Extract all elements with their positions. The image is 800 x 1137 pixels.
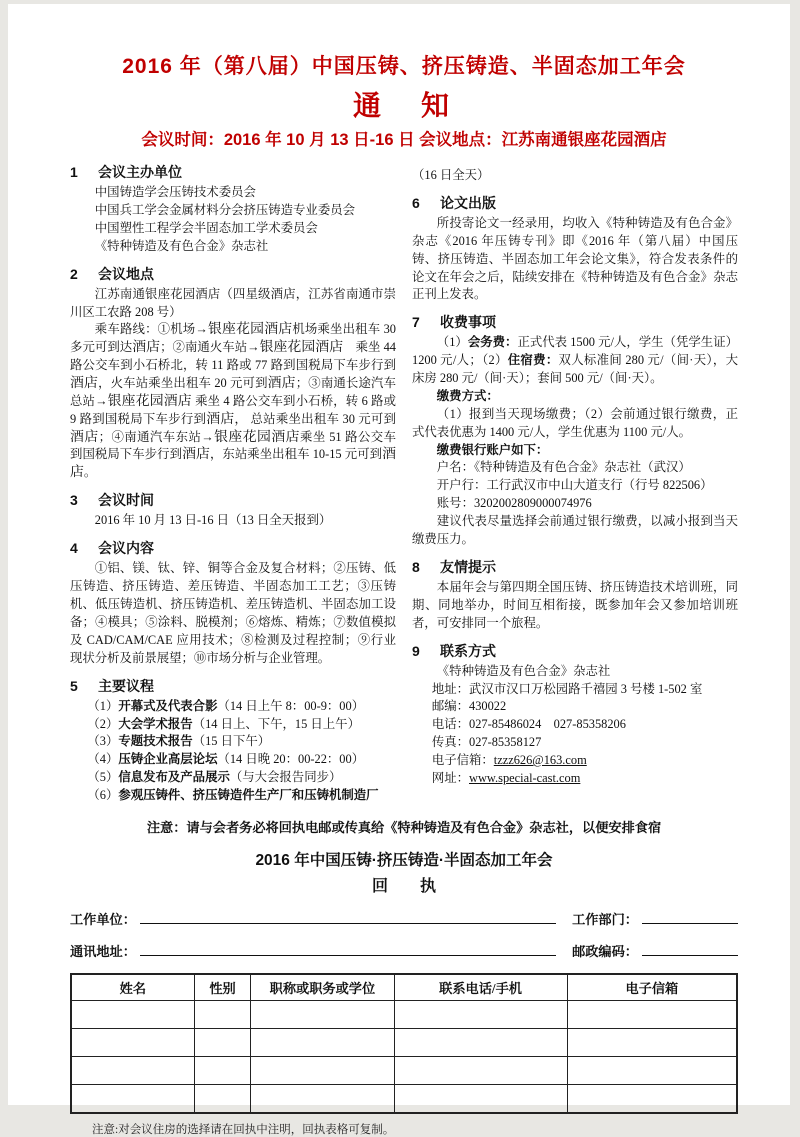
text-segment: （5） (87, 770, 119, 785)
reply-table (70, 973, 738, 1114)
reply-form-subtitle: 回 执 (371, 877, 436, 895)
text-segment: （6） (87, 787, 119, 802)
hotel-name-emphasis: 银座花园酒店 (107, 392, 192, 409)
section-heading-publication (412, 193, 738, 213)
bold-text-segment: 压铸企业高层论坛 (118, 752, 218, 767)
contact-address-line: 地址：武汉市汉口万松园路千禧园 3 号楼 1-502 室 (431, 681, 703, 696)
hotel-name-emphasis: 酒店 (70, 375, 99, 392)
text-segment: ；③南通长途汽车总站→ (70, 376, 396, 408)
agenda-item (87, 787, 396, 805)
section-heading-time (70, 490, 396, 510)
text-segment: 乘坐 44 路公交车到小石桥北，转 11 路或 77 路到国税局下车步行到 (70, 340, 396, 373)
text-segment: 正式代表 1500 元/人，学生（凭学生证）1200 元/人；（2） (412, 335, 738, 368)
fees-paragraph (412, 334, 738, 388)
section-number: 7 (412, 314, 420, 331)
hotel-name-emphasis: 酒店 (70, 428, 99, 445)
section-title: 友情提示 (440, 558, 496, 575)
hotel-name-emphasis: 银座花园酒店 (259, 339, 344, 356)
payment-method-label: 缴费方式： (436, 389, 499, 404)
reply-table-empty-cell (567, 1084, 737, 1113)
hotel-name-emphasis: 酒店 (267, 375, 296, 392)
organizer-line: 中国塑性工程学会半固态加工学术委员会 (94, 220, 318, 235)
text-segment: 机场乘坐出租车 30 多元可到达 (70, 322, 396, 355)
section-title: 会议主办单位 (98, 164, 182, 180)
section-number: 5 (70, 677, 78, 694)
bold-text-segment: 参观压铸件、挤压铸造件生产厂和压铸机制造厂 (118, 787, 379, 802)
contact-fax-line: 传真：027-85358127 (431, 735, 542, 750)
reply-table-empty-cell (194, 1084, 251, 1113)
reply-table-empty-cell (194, 1056, 251, 1084)
reply-table-empty-cell (567, 1056, 737, 1084)
reply-table-row (71, 1084, 737, 1113)
reply-table-empty-cell (251, 1084, 394, 1113)
conference-title: 2016 年（第八届）中国压铸、挤压铸造、半固态加工年会 (122, 55, 686, 78)
venue-address-paragraph: 江苏南通银座花园酒店（四星级酒店，江苏省南通市崇川区工农路 208 号） (70, 286, 396, 319)
reply-table-header-cell: 电子信箱 (567, 974, 737, 1001)
text-segment: 双人标准间 280 元/（间·天），大床房 280 元/（间·天）；套间 500 元/（间·天）。 (412, 353, 738, 386)
reply-table-empty-cell (394, 1000, 567, 1028)
text-segment: （3） (87, 734, 119, 749)
reply-table-row (71, 1056, 737, 1084)
text-segment: ，火车站乘坐出租车 20 元可到 (98, 376, 268, 391)
text-segment: （15 日下午） (192, 734, 271, 749)
text-segment: （1） (87, 698, 119, 713)
text-segment: 乘车路线：①机场→ (94, 322, 208, 337)
section-title: 会议地点 (98, 265, 154, 282)
text-segment: 乘坐 4 路公交车到小石桥，转 6 路或 9 路到国税局下车步行到 (70, 393, 396, 426)
section-heading-fees (412, 312, 738, 332)
text-segment: 乘坐 51 路公交车到国税局下车步行到 (70, 429, 396, 462)
bold-text-segment: 专题技术报告 (118, 734, 193, 749)
text-segment: ；④南通汽车东站→ (98, 429, 214, 444)
reply-table-empty-cell (567, 1028, 737, 1056)
right-column (412, 162, 738, 805)
section-heading-venue (70, 264, 396, 284)
organizer-line: 中国铸造学会压铸技术委员会 (94, 185, 256, 200)
work-dept-label: 工作部门： (572, 911, 638, 927)
body-columns (70, 162, 738, 805)
reply-table-empty-cell (251, 1000, 394, 1028)
agenda-item (87, 698, 396, 716)
agenda-item-continuation: （16 日全天） (412, 168, 490, 182)
reply-table-row (71, 1028, 737, 1056)
hotel-name-emphasis: 酒店 (206, 410, 235, 427)
meeting-content-paragraph: ①铝、镁、钛、锌、铜等合金及复合材料；②压铸、低压铸造、挤压铸造、差压铸造、半固态加工工艺；③压铸机、低压铸造机、挤压铸造机、差压铸造机、半固态加工设备；④模具；⑤涂料、脱模剂；⑥熔炼、精炼；⑦数值模拟及 CAD/CAM/CAE 应用技术；⑧检测及过程控制；⑨行业现状分析及前景展望；⑩市场分析与企业管理。 (70, 561, 396, 665)
hotel-name-emphasis: 酒店 (182, 446, 210, 463)
reply-table-empty-cell (394, 1084, 567, 1113)
text-segment: 。 (83, 465, 97, 480)
organizer-line: 《特种铸造及有色合金》杂志社 (94, 238, 269, 253)
work-unit-row (70, 909, 738, 928)
website-label: 网址： (431, 770, 469, 785)
postcode-label: 邮政编码： (572, 943, 638, 959)
housing-note: 注意:对会议住房的选择请在回执中注明，回执表格可复制。 (92, 1123, 395, 1136)
agenda-item (87, 769, 396, 787)
publication-paragraph: 所投寄论文一经录用，均收入《特种铸造及有色合金》杂志《2016 年压铸专刊》即《2016 年（第八届）中国压铸、挤压铸造、半固态加工年会论文集》，符合发表条件的论文在年会之后，陆续安排在《特种铸造及有色合金》杂志正刊上发表。 (412, 216, 738, 302)
reply-table-header-cell: 职称或职务或学位 (251, 974, 394, 1001)
section-title: 会议时间 (98, 492, 154, 509)
friendly-tips-paragraph: 本届年会与第四期全国压铸、挤压铸造技术培训班，同期、同地举办，时间互相衔接，既参加年会又参加培训班者，可安排同一个旅程。 (412, 579, 738, 630)
payment-method-paragraph: （1）报到当天现场缴费；（2）会前通过银行缴费，正式代表优惠为 1400 元/人，学生优惠为 1100 元/人。 (412, 406, 738, 439)
agenda-item (87, 716, 396, 734)
contact-email-line (432, 752, 738, 770)
reply-table-head (71, 974, 737, 1001)
work-unit-blank-line (140, 921, 556, 924)
meeting-time-place-line: 会议时间：2016 年 10 月 13 日-16 日 会议地点：江苏南通银座花园酒店 (141, 131, 667, 149)
reply-table-empty-cell (394, 1028, 567, 1056)
section-number: 3 (70, 492, 78, 509)
payment-advice-paragraph: 建议代表尽量选择会前通过银行缴费，以减小报到当天缴费压力。 (412, 514, 738, 546)
work-unit-label: 工作单位： (70, 911, 136, 927)
section-number: 1 (70, 164, 78, 180)
text-segment: （1） (436, 335, 468, 350)
text-segment: （14 日晚 20：00-22：00） (217, 752, 365, 767)
reply-table-empty-cell (71, 1000, 194, 1028)
email-label: 电子信箱： (431, 752, 494, 767)
section-title: 收费事项 (440, 314, 496, 331)
section-title: 论文出版 (440, 194, 496, 211)
hotel-name-emphasis: 银座花园酒店 (207, 321, 293, 338)
transport-routes-paragraph (70, 321, 396, 482)
work-dept-blank-line (642, 921, 738, 924)
section-number: 9 (412, 642, 420, 659)
hotel-name-emphasis: 银座花园酒店 (213, 428, 300, 445)
section-number: 8 (412, 558, 420, 575)
email-link[interactable]: tzzz626@163.com (493, 752, 587, 767)
section-title: 联系方式 (440, 642, 496, 659)
reply-form-section (70, 817, 738, 1137)
website-link[interactable]: www.special-cast.com (469, 770, 581, 785)
section-heading-contact (412, 641, 738, 661)
reply-table-header-cell: 性别 (194, 974, 251, 1001)
reply-table-row (71, 1000, 737, 1028)
bold-text-segment: 信息发布及产品展示 (118, 770, 230, 785)
reply-table-empty-cell (71, 1084, 194, 1113)
address-label: 通讯地址： (70, 943, 136, 959)
bold-text-segment: 大会学术报告 (118, 716, 193, 731)
reply-table-empty-cell (71, 1028, 194, 1056)
section-heading-content (70, 538, 396, 558)
text-segment: ；②南通火车站→ (160, 340, 260, 355)
bold-text-segment: 住宿费： (507, 353, 559, 368)
reply-table-empty-cell (394, 1056, 567, 1084)
reply-table-empty-cell (71, 1056, 194, 1084)
postcode-blank-line (642, 953, 738, 956)
section-heading-organizers (70, 162, 396, 182)
section-number: 4 (70, 540, 78, 557)
section-number: 6 (412, 194, 420, 211)
section-heading-tips (412, 557, 738, 577)
hotel-name-emphasis: 酒店 (70, 446, 396, 481)
reply-table-empty-cell (567, 1000, 737, 1028)
left-column (70, 162, 396, 805)
reply-table-empty-cell (251, 1028, 394, 1056)
bank-account-label: 缴费银行账户如下： (436, 442, 549, 457)
contact-phone-line: 电话：027-85486024 027-85358206 (431, 717, 626, 732)
agenda-item (87, 751, 396, 769)
reply-table-body (71, 1000, 737, 1113)
meeting-time-paragraph: 2016 年 10 月 13 日-16 日（13 日全天报到） (94, 513, 332, 528)
text-segment: （与大会报告同步） (229, 770, 342, 785)
address-blank-line (140, 953, 556, 956)
bank-account-name-line: 户名：《特种铸造及有色合金》杂志社（武汉） (436, 460, 691, 475)
contact-postcode-line: 邮编：430022 (431, 699, 507, 714)
text-segment: （2） (87, 716, 119, 731)
section-title: 会议内容 (98, 540, 154, 557)
bank-account-number-line: 账号：3202002809000074976 (436, 496, 592, 511)
reply-table-header-cell: 联系电话/手机 (394, 974, 567, 1001)
address-row (70, 941, 738, 960)
text-segment: （14 日上、下午，15 日上午） (192, 716, 360, 731)
hotel-name-emphasis: 酒店 (132, 339, 161, 356)
text-segment: ， 总站乘坐出租车 30 元可到 (234, 411, 396, 426)
reply-table-empty-cell (194, 1028, 251, 1056)
section-title: 主要议程 (98, 677, 154, 694)
section-number: 2 (70, 265, 78, 282)
reply-form-title: 2016 年中国压铸·挤压铸造·半固态加工年会 (255, 851, 553, 869)
organizer-line: 中国兵工学会金属材料分会挤压铸造专业委员会 (94, 203, 355, 218)
reply-table-empty-cell (194, 1000, 251, 1028)
contact-organization: 《特种铸造及有色合金》杂志社 (436, 663, 611, 678)
text-segment: （4） (87, 752, 119, 767)
reply-table-header-row (71, 974, 737, 1001)
agenda-item (87, 733, 396, 751)
notice-heading: 通 知 (352, 90, 455, 121)
reply-warning-line: 注意：请与会者务必将回执电邮或传真给《特种铸造及有色合金》杂志社，以便安排食宿 (146, 819, 662, 835)
text-segment: ，东站乘坐出租车 10-15 元可到 (209, 447, 383, 462)
text-segment: （14 日上午 8：00-9：00） (217, 698, 365, 713)
bold-text-segment: 开幕式及代表合影 (118, 698, 218, 713)
document-page (8, 4, 790, 1136)
bold-text-segment: 会务费： (467, 335, 518, 350)
reply-table-header-cell: 姓名 (71, 974, 194, 1001)
contact-website-line (432, 770, 738, 788)
bank-branch-line: 开户行：工行武汉市中山大道支行（行号 822506） (436, 478, 713, 493)
reply-table-empty-cell (251, 1056, 394, 1084)
section-heading-agenda (70, 676, 396, 696)
